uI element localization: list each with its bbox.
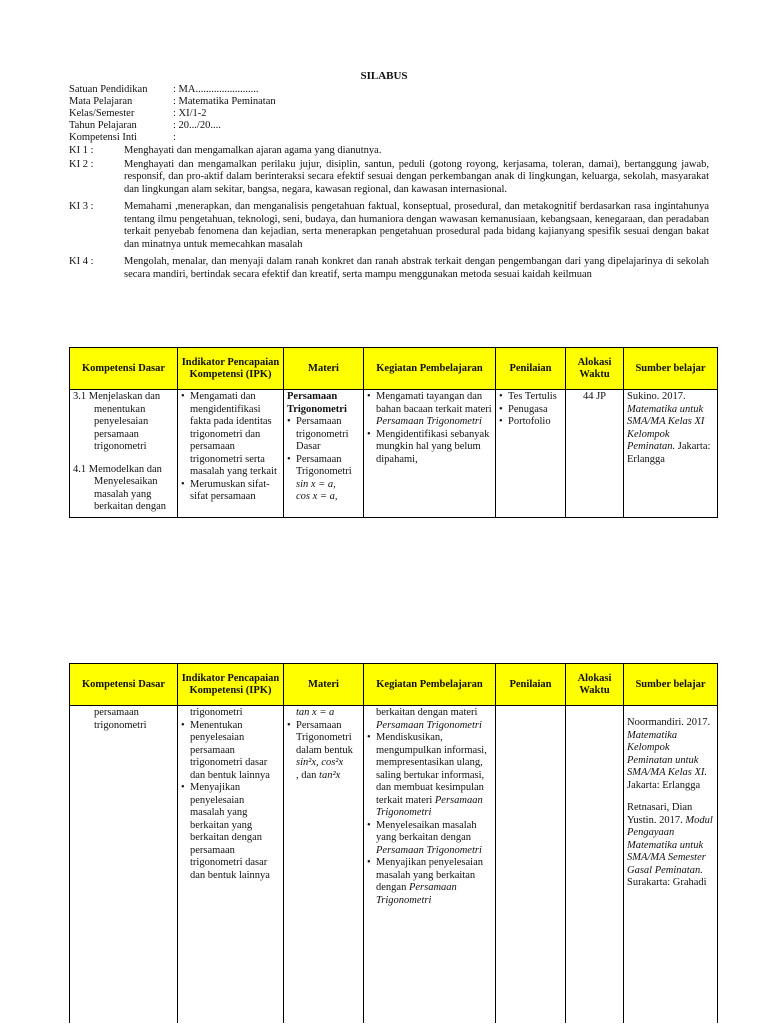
- cell-penilaian: [496, 390, 566, 518]
- meta-row-ki: [69, 132, 709, 144]
- meta-value: : 20.../20....: [173, 120, 221, 131]
- meta-row-satuan: [69, 84, 709, 96]
- sumber-publisher: Jakarta: Erlangga: [627, 441, 711, 465]
- meta-row-mapel: [69, 96, 709, 108]
- meta-label: Kelas/Semester: [69, 108, 135, 119]
- header-penilaian: Penilaian: [496, 664, 566, 706]
- cell-materi: [284, 390, 364, 518]
- cell-materi: [284, 706, 364, 1024]
- kegiatan-item: • Mengidentifikasi sebanyak mungkin hal yang belum dipahami,: [367, 429, 492, 467]
- cell-sumber: [624, 706, 718, 1024]
- materi-math: cos x = a,: [296, 491, 338, 502]
- materi-math: sin x = a,: [296, 478, 336, 490]
- sumber-author: Retnasari, Dian Yustin. 2017.: [627, 802, 693, 826]
- materi-math: tan x = a: [296, 707, 335, 718]
- kegiatan-topic: Persamaan Trigonometri: [376, 416, 482, 427]
- cell-kegiatan: [364, 706, 496, 1024]
- meta-row-kelas: [69, 108, 709, 120]
- materi-text: , dan: [296, 769, 317, 781]
- ki-code: KI 3 :: [69, 201, 94, 212]
- sumber-publisher: Jakarta: Erlangga: [627, 779, 701, 791]
- penilaian-item: • Portofolio: [499, 416, 562, 429]
- table-row: [70, 706, 718, 1024]
- ki-code: KI 4 :: [69, 256, 94, 267]
- header-sumber: Sumber belajar: [624, 348, 718, 390]
- kd-4-1: [73, 464, 174, 514]
- kd-text: Menjelaskan dan menentukan penyelesaian persamaan trigonometri: [88, 391, 161, 452]
- kegiatan-text: berkaitan dengan materi: [376, 707, 478, 718]
- cell-alokasi: 44 JP: [566, 390, 624, 518]
- kd-3-1: [73, 391, 174, 454]
- meta-row-tahun: [69, 120, 709, 132]
- ki-text: Memahami ,menerapkan, dan menganalisis pengetahuan faktual, konseptual, prosedural, dan metakognitif berdasarkan rasa ingintahunya tentang ilmu pengetahuan, teknologi, seni, budaya, dan humaniora dengan wawasan kemanusiaan, kebangsaan, kenegaraan, dan peradaban terkait penyebab fenomena dan kejadian, serta menerapkan pengetahuan prosedural pada bidang kajianyang spesifik sesuai dengan bakat dan minatnya untuk memecahkan masalah: [124, 201, 709, 250]
- header-kompetensi-dasar: Kompetensi Dasar: [70, 348, 178, 390]
- header-ipk: Indikator Pencapaian Kompetensi (IPK): [178, 348, 284, 390]
- ki-1: [69, 145, 709, 158]
- header-ipk: Indikator Pencapaian Kompetensi (IPK): [178, 664, 284, 706]
- kegiatan-topic: Persamaan Trigonometri: [376, 794, 483, 818]
- sumber-title: Matematika untuk SMA/MA Kelas XI Kelompok Peminatan.: [627, 403, 705, 452]
- syllabus-table-page-1: [69, 347, 718, 518]
- header-sumber: Sumber belajar: [624, 664, 718, 706]
- materi-item-text: Persamaan Trigonometri dalam bentuk: [296, 719, 353, 756]
- meta-label: Tahun Pelajaran: [69, 120, 137, 131]
- kegiatan-item: [367, 857, 492, 907]
- sumber-author: Sukino. 2017.: [627, 391, 686, 402]
- sumber-entry: [627, 802, 714, 890]
- kegiatan-item: [367, 732, 492, 820]
- ki-text: Menghayati dan mengamalkan perilaku jujur, disiplin, santun, peduli (gotong royong, kerjasama, toleran, damai), bertanggung jawab, responsif, dan pro-aktif dalam berinteraksi secara efektif sesuai dengan perkembangan anak di lingkungan, keluarga, sekolah, masyarakat dan lingkungan alam sekitar, bangsa, negara, kawasan regional, dan kawasan internasional.: [124, 158, 709, 195]
- ki-4: [69, 256, 709, 281]
- header-kegiatan: Kegiatan Pembelajaran: [364, 664, 496, 706]
- ki-text: Mengolah, menalar, dan menyaji dalam ranah konkret dan ranah abstrak terkait dengan pengembangan dari yang dipelajarinya di sekolah secara mandiri, bertindak secara efektif dan kreatif, serta mampu menggunakan metoda sesuai kaidah keilmuan: [124, 256, 709, 280]
- header-materi: Materi: [284, 664, 364, 706]
- kegiatan-topic: Persamaan Trigonometri: [376, 719, 482, 731]
- cell-alokasi: [566, 706, 624, 1024]
- header-kegiatan: Kegiatan Pembelajaran: [364, 348, 496, 390]
- ki-2: [69, 159, 709, 197]
- table-header-row: [70, 664, 718, 706]
- penilaian-item: • Penugasa: [499, 404, 562, 417]
- meta-value: :: [173, 132, 176, 143]
- header-kompetensi-dasar: Kompetensi Dasar: [70, 664, 178, 706]
- kd-text: Memodelkan dan Menyelesaikan masalah yang berkaitan dengan: [88, 463, 167, 512]
- header-alokasi: Alokasi Waktu: [566, 664, 624, 706]
- ki-text: Menghayati dan mengamalkan ajaran agama yang dianutnya.: [124, 145, 382, 156]
- materi-item: [287, 454, 360, 504]
- table-row: [70, 390, 718, 518]
- meta-value: : Matematika Peminatan: [173, 96, 276, 107]
- ipk-item: • Menentukan penyelesaian persamaan trigonometri dasar dan bentuk lainnya: [181, 720, 280, 783]
- table-header-row: [70, 348, 718, 390]
- header-materi: Materi: [284, 348, 364, 390]
- ipk-item: • Merumuskan sifat-sifat persamaan: [181, 479, 280, 504]
- meta-label: Mata Pelajaran: [69, 96, 133, 107]
- meta-label: Satuan Pendidikan: [69, 84, 148, 95]
- materi-math: tan²x: [319, 769, 341, 781]
- sumber-title: Modul Pengayaan Matematika untuk SMA/MA Semester Gasal Peminatan.: [627, 814, 713, 876]
- cell-sumber: [624, 390, 718, 518]
- meta-label: Kompetensi Inti: [69, 132, 137, 143]
- cell-kompetensi-dasar: [70, 390, 178, 518]
- materi-item: [287, 720, 360, 783]
- kegiatan-topic: Persamaan Trigonometri: [376, 882, 457, 906]
- materi-item-text: Persamaan Trigonometri: [296, 453, 352, 477]
- kd-number: 4.1: [73, 463, 87, 475]
- kegiatan-continuation: [367, 707, 492, 732]
- ki-code: KI 2 :: [69, 158, 94, 170]
- kegiatan-text: Menyelesaikan masalah yang berkaitan dengan: [376, 819, 477, 843]
- sumber-author: Noormandiri. 2017.: [627, 717, 711, 728]
- document-title: SILABUS: [360, 70, 408, 82]
- header-penilaian: Penilaian: [496, 348, 566, 390]
- syllabus-header: [69, 84, 709, 281]
- kegiatan-topic: Persamaan Trigonometri: [376, 844, 482, 856]
- cell-kompetensi-dasar: [70, 706, 178, 1024]
- cell-ipk: [178, 706, 284, 1024]
- ipk-item: • Menyajikan penyelesaian masalah yang berkaitan yang berkaitan dengan persamaan trigonometri dasar dan bentuk lainnya: [181, 782, 280, 882]
- kd-number: 3.1: [73, 391, 87, 402]
- kegiatan-text: Mendiskusikan, mengumpulkan informasi, mempresentasikan ulang, saling bertukar informasi, dan membuat kesimpulan terkait materi: [376, 732, 487, 806]
- cell-penilaian: [496, 706, 566, 1024]
- ki-code: KI 1 :: [69, 145, 94, 156]
- meta-value: : MA........................: [173, 84, 259, 95]
- kegiatan-item: [367, 391, 492, 429]
- cell-kegiatan: [364, 390, 496, 518]
- kd-continuation: persamaan trigonometri: [94, 707, 147, 731]
- sumber-title: Matematika Kelompok Peminatan untuk SMA/MA Kelas XI.: [627, 729, 708, 778]
- sumber-entry: [627, 717, 714, 792]
- sumber-publisher: Surakarta: Grahadi: [627, 877, 707, 888]
- cell-ipk: [178, 390, 284, 518]
- kegiatan-text: Mengamati tayangan dan bahan bacaan terkait materi: [376, 391, 492, 415]
- ipk-item: • Mengamati dan mengidentifikasi fakta pada identitas trigonometri dan persamaan trigonometri serta masalah yang terkait: [181, 391, 280, 479]
- ipk-continuation: trigonometri: [190, 707, 243, 718]
- kegiatan-text: Menyajikan penyelesaian masalah yang berkaitan dengan: [376, 857, 483, 893]
- materi-math: sin²x, cos²x: [296, 757, 344, 768]
- kegiatan-item: [367, 820, 492, 858]
- materi-title: Persamaan Trigonometri: [287, 391, 347, 415]
- header-alokasi: Alokasi Waktu: [566, 348, 624, 390]
- ki-3: [69, 201, 709, 251]
- syllabus-table-page-2: [69, 663, 718, 1023]
- meta-value: : XI/1-2: [173, 108, 207, 119]
- materi-item: • Persamaan trigonometri Dasar: [287, 416, 360, 454]
- penilaian-item: • Tes Tertulis: [499, 391, 562, 404]
